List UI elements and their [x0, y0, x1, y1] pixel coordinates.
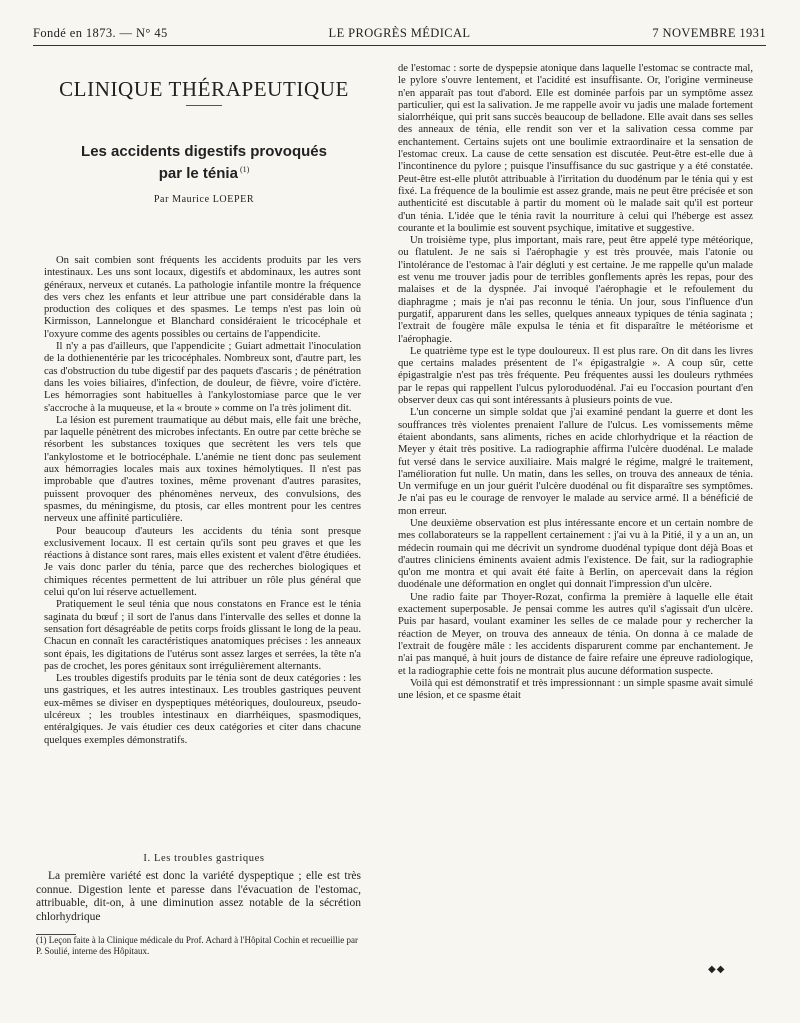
byline: Par Maurice LOEPER — [153, 194, 255, 205]
paragraph: Une radio faite par Thoyer-Rozat, confirma la première à laquelle elle était exactement superposable. Je pensai comme les autres qu'il s'agissait d'un ulcère. Puis par hasard, voulant examiner les selles de ce malade pour y rechercher la réaction de Meyer, on trouva des anneaux de ténia. On donna à ce malade de l'extrait de fougère mâle : les accidents disparurent comme par enchantement. Je n'ai pas manqué, à huit jours de distance de faire refaire une épreuve radiologique, et la radiographie cette fois ne montrait plus aucune déformation suspecte. — [398, 591, 753, 677]
paragraph: On sait combien sont fréquents les accidents produits par les vers intestinaux. Les uns sont locaux, digestifs et abdominaux, les autres sont généraux, nerveux et cutanés. La pathologie infantile montre la fréquence des vers chez les enfants et leur attribue une part considérable dans la production des coliques et des spasmes. Le temps n'est pas loin où Kirmisson, Lannelongue et Blanchard considéraient le tricocéphale et l'oxyure comme des agents possibles ou certains de l'appendicite. — [44, 255, 361, 340]
article-title-line1: Les accidents digestifs provoqués — [81, 143, 327, 160]
left-column — [44, 255, 361, 845]
header-founded: Fondé en 1873. — N° 45 — [33, 26, 168, 40]
end-ornament: ◆◆ — [708, 964, 726, 975]
running-header — [33, 26, 766, 44]
header-journal-title: LE PROGRÈS MÉDICAL — [328, 26, 471, 40]
paragraph: de l'estomac : sorte de dyspepsie atonique dans laquelle l'estomac se contracte mal, le pylore s'ouvre lentement, et l'acidité est insuffisante. Or, l'origine vermineuse n'en apparaît pas tout d'abord. Elle est dominée parfois par un symptôme assez particulier, qui est la salivation. Je me rappelle avoir vu jadis une malade fortement sialorrhéique, qui prit sans succès beaucoup de belladone. Elle avait dans ses selles des anneaux de ténia, elle rendit son ver et la salivation cessa comme par enchantement. Certains sujets ont une boulimie extraordinaire et la sensation de l'estomac creux. La cause de cette sensation est discutée. Peut-être est-elle due à l'incontinence du pylore ; puisque l'insuffisance du suc gastrique y a été constatée. Peut-être est-elle plutôt attribuable à l'irritation du duodénum par le ténia qui y est fixé. La fréquence de la boulimie est assez grande, mais ne peut être précisée et son authenticité est discutable à partir du moment où le malade sait qu'il est porteur d'un ténia. L'idée que le ténia ravit la nourriture à celui qui l'héberge est assez courante et la boulimie est souvent psychique, imitative et suggestive. — [398, 63, 753, 234]
footnote-ref: (1) — [239, 165, 250, 174]
paragraph: Voilà qui est démonstratif et très impressionnant : un simple spasme avait simulé une lésion, et ce spasme était — [398, 677, 753, 702]
paragraph: Les troubles digestifs produits par le ténia sont de deux catégories : les uns gastriques, et les autres intestinaux. Les troubles gastriques peuvent eux-mêmes se diviser en dyspeptiques météoriques, douloureux, pseudo-ulcéreux ; les troubles intestinaux en diarrhéiques, spasmodiques, entéralgiques. Je vais étudier ces deux catégories et citer dans chacune quelques exemples démonstratifs. — [44, 673, 361, 746]
subsection-title: I. Les troubles gastriques — [143, 853, 265, 864]
paragraph: Un troisième type, plus important, mais rare, peut être appelé type météorique, ou flatulent. Je ne sais si l'aérophagie y est très prouvée, mais l'atonie ou l'intolérance de l'estomac à l'air dégluti y est certaine. Je me rappelle qu'un malade est venu me trouver jadis pour de terribles gonflements après les repas, pour des malaises et de la dyspnée. J'ai invoqué l'aérophagie et le refoulement du diaphragme ; mais je n'ai pas reconnu le ténia. Un jour, sous l'influence d'un purgatif, apparurent dans les selles, quelques anneaux typiques de ténia saginata ; l'extrait de fougère mâle expulsa le ténia et fit disparaître le météorisme et l'aérophagie. — [398, 235, 753, 345]
header-rule — [33, 45, 766, 46]
right-column — [398, 63, 753, 975]
paragraph: La lésion est purement traumatique au début mais, elle fait une brèche, par laquelle pénètrent des microbes infectants. En outre par cette brèche se résorbent les substances toxiques que secrètent les vers tels que l'ankylostome et le botriocéphale. L'anémie ne tient donc pas seulement aux hémorragies locales mais aux toxines hémolytiques. Il n'est pas improbable que d'autres toxines, même provenant d'autres parasites, puissent provoquer des phénomènes nerveux, des convulsions, des spasmes, du méningisme, du ptosis, car elles montrent pour les centres nerveux une affinité particulière. — [44, 414, 361, 525]
paragraph: Il n'y a pas d'ailleurs, que l'appendicite ; Guiart admettait l'inoculation de la dothienentérie par les tricocéphales. Nombreux sont, d'autre part, les cas d'obstruction du tube digestif par des paquets d'ascaris ; de pénétration dans les voies biliaires, d'infection, de douleur, de fièvre, voire d'ictère. Les hémorragies sont habituelles à l'ankylostomiase parce que le ver s'accroche à la muqueuse, et la « broute » comme on l'a très joliment dit. — [44, 341, 361, 414]
paragraph: Le quatrième type est le type douloureux. Il est plus rare. On dit dans les livres que certains malades présentent de l'« épigastralgie ». A coup sûr, cette épigastralgie n'est pas très fréquente. Peu fréquentes aussi les douleurs rythmées par le repas qui rappellent l'ulcus pyloroduodénal. J'ai eu l'occasion pourtant d'en observer deux cas qui sont intéressants à plusieurs points de vue. — [398, 345, 753, 407]
left-column-end — [36, 870, 361, 932]
footnote: (1) Leçon faite à la Clinique médicale du Prof. Achard à l'Hôpital Cochin et recueillie par P. Soulié, interne des Hôpitaux. — [36, 935, 359, 956]
paragraph: L'un concerne un simple soldat que j'ai examiné pendant la guerre et dont les souffrances très violentes prenaient l'allure de l'ulcus. Les vomissements même étaient abondants, sans aliments, riches en acide chlorhydrique et la réaction de Meyer y était très positive. La radiographie affirma l'ulcère duodénal. Le malade fut versé dans le service auxiliaire. Mais malgré le régime, malgré le traitement, l'amélioration fut nulle. Un matin, dans les selles, on trouva des anneaux de ténia. Un vermifuge en un jour guérit l'ulcère duodénal ou fit disparaître ses symptômes. Je n'ai pas eu le courage de renvoyer le malade au service armé. Il a bénéficié de mon erreur. — [398, 407, 753, 517]
section-title: CLINIQUE THÉRAPEUTIQUE — [59, 77, 349, 101]
title-divider — [186, 105, 222, 106]
paragraph: Une deuxième observation est plus intéressante encore et un certain nombre de mes collaborateurs se la rappellent certainement : j'ai vu à la Pitié, il y a un an, un médecin roumain qui me décrivit un syndrome duodénal typique dont déjà Boas et d'autres cliniciens éminents avaient admis l'existence. De fait, sur la radiographie qu'on me montra et qui avait été faite à Berlin, on apercevait dans la région duodénale une déformation en onglet qui donnait l'impression d'un ulcère. — [398, 517, 753, 591]
article-title — [44, 143, 364, 183]
paragraph: La première variété est donc la variété dyspeptique ; elle est très connue. Digestion lente et paresse dans l'évacuation de l'estomac, attribuable, dit-on, à une diminution assez notable de la sécrétion chlorhydrique — [36, 870, 361, 923]
header-date: 7 NOVEMBRE 1931 — [652, 26, 766, 40]
paragraph: Pratiquement le seul ténia que nous constatons en France est le ténia saginata du bœuf ; il sort de l'anus dans l'intervalle des selles et donne la sensation fort désagréable de petits corps froids glissant le long de la peau. Chacun en connaît les caractéristiques anatomiques précises : les anneaux sont épais, les digitations de l'utérus sont assez larges et serrées, la tête n'a pas de crochet, les pores génitaux sont irrégulièrement alternants. — [44, 599, 361, 672]
paragraph: Pour beaucoup d'auteurs les accidents du ténia sont presque exclusivement locaux. Il est certain qu'ils sont peu graves et que les réactions à distance sont rares, mais elles existent et valent d'être étudiées. Je vais donc parler du ténia, parce que des recherches biologiques et chimiques récentes permettent de lui attribuer un rôle plus général que celui qu'on lui réserve actuellement. — [44, 525, 361, 599]
article-title-line2: par le ténia — [158, 165, 238, 182]
